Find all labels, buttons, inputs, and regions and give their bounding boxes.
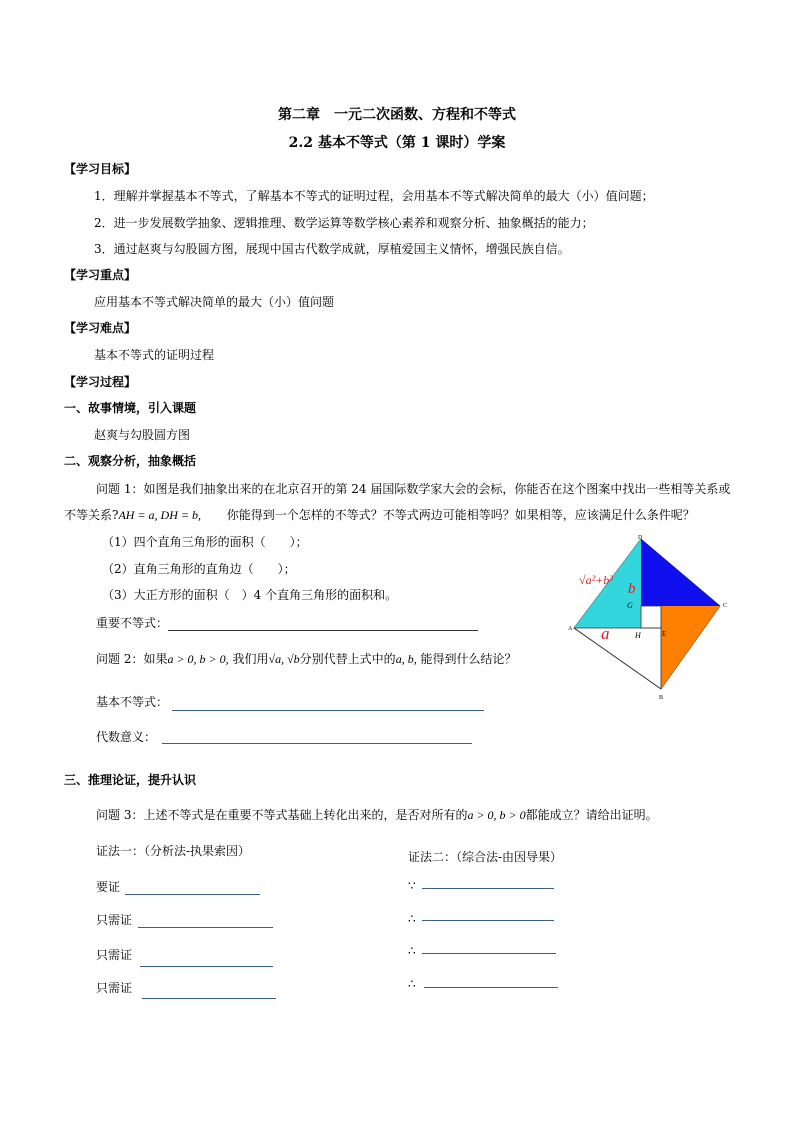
question1-line1: 问题 1：如图是我们抽象出来的在北京召开的第 24 届国际数学家大会的会标，你能否在这个图案中找出一些相等关系或 [96,482,731,496]
proof1-blank-3[interactable] [140,966,273,967]
sub-question-2: （2）直角三角形的直角边（ ）； [102,562,296,576]
proof2-blank-4[interactable] [424,987,558,988]
proof2-step-3: ∴ [408,944,416,958]
difficulty-heading: 【学习难点】 [64,321,137,335]
side-label-a: a [601,624,610,643]
proof1-step-2: 只需证 [96,913,133,927]
proof2-blank-3[interactable] [422,953,556,954]
proof2-step-2: ∴ [408,912,416,926]
proof1-step-4: 只需证 [96,981,133,995]
inner-square [641,606,661,628]
basic-inequality-label: 基本不等式： [96,695,169,709]
important-inequality-label: 重要不等式： [96,616,169,630]
proof2-blank-1[interactable] [422,888,554,889]
point-label-e: E [662,630,667,638]
point-label-a: A [568,626,573,632]
algebra-meaning-label: 代数意义： [96,730,157,744]
proof2-blank-2[interactable] [422,920,554,921]
question2: 问题 2：如果a > 0, b > 0, 我们用√a, √b分别代替上式中的a, b, 能得到什么结论？ [96,652,517,666]
point-label-h: H [635,631,641,640]
key-points-text: 应用基本不等式解决简单的最大（小）值问题 [94,295,335,309]
process-heading: 【学习过程】 [64,375,137,389]
sub-question-3: （3）大正方形的面积（ ）4 个直角三角形的面积和。 [102,588,398,602]
question3: 问题 3：上述不等式是在重要不等式基础上转化出来的，是否对所有的a > 0, b > 0都能成立？请给出证明。 [96,808,658,822]
objective-item-1: 1．理解并掌握基本不等式，了解基本不等式的证明过程，会用基本不等式解决简单的最大（小）值问题； [94,189,654,203]
point-label-d: D [638,535,643,541]
proof1-blank-1[interactable] [125,894,260,895]
basic-inequality-blank[interactable] [172,710,484,711]
important-inequality-blank[interactable] [168,630,478,631]
objective-item-3: 3．通过赵爽与勾股圆方图，展现中国古代数学成就，厚植爱国主义情怀，增强民族自信。 [94,242,570,256]
chapter-title: 第二章 一元二次函数、方程和不等式 [278,107,516,123]
pythagoras-square-figure [565,532,735,702]
section1-heading: 一、故事情境，引入课题 [64,401,197,415]
section1-text: 赵爽与勾股圆方图 [94,428,191,442]
proof1-step-3: 只需证 [96,948,133,962]
objective-item-2: 2．进一步发展数学抽象、逻辑推理、数学运算等数学核心素养和观察分析、抽象概括的能力； [94,216,594,230]
point-label-b: B [659,695,664,701]
proof2-title: 证法二：（综合法-由因导果） [408,850,563,864]
proof1-step-1: 要证 [96,880,121,894]
section3-heading: 三、推理论证，提升认识 [64,773,197,787]
section2-heading: 二、观察分析，抽象概括 [64,454,197,468]
question1-math: AH = a, DH = b, [118,508,201,522]
objectives-heading: 【学习目标】 [64,162,137,176]
sub-question-1: （1）四个直角三角形的面积（ ）； [102,535,308,549]
proof1-title: 证法一：（分析法-执果索因） [96,844,251,858]
hypotenuse-label: √a²+b² [579,573,613,587]
algebra-meaning-blank[interactable] [162,743,472,744]
proof1-blank-2[interactable] [138,927,273,928]
key-points-heading: 【学习重点】 [64,268,137,282]
difficulty-text: 基本不等式的证明过程 [94,348,215,362]
proof2-step-1: ∵ [408,879,416,893]
point-label-g: G [627,601,633,610]
side-label-b: b [628,581,636,597]
proof2-step-4: ∴ [408,977,416,991]
lesson-title: 2.2 基本不等式（第 1 课时）学案 [288,135,506,151]
point-label-c: C [723,603,728,609]
proof1-blank-4[interactable] [142,998,276,999]
question1-line2: 不等关系?AH = a, DH = b, 你能得到一个怎样的不等式？不等式两边可能相等吗？如果相等，应该满足什么条件呢？ [64,508,695,522]
